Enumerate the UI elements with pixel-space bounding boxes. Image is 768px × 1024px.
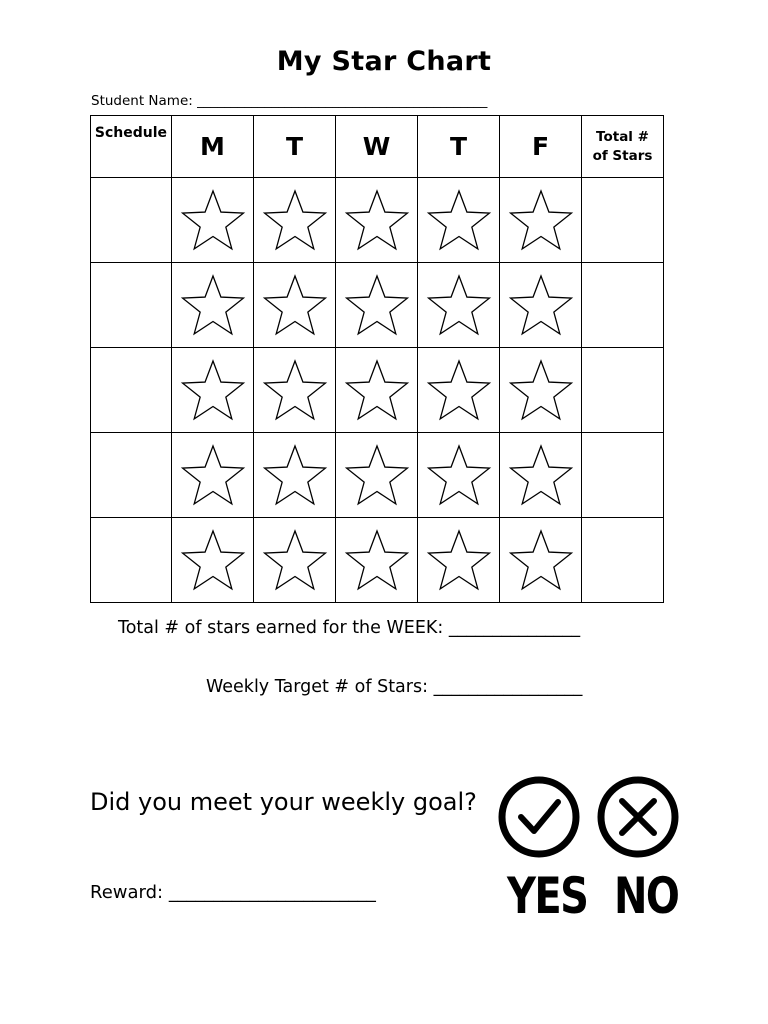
star-outline-icon[interactable] [508,442,574,508]
star-outline-icon[interactable] [262,357,328,423]
star-cell-wednesday[interactable] [336,263,418,348]
star-cell-thursday[interactable] [418,178,500,263]
reward-blank[interactable]: _______________________ [168,882,376,903]
star-cell-thursday[interactable] [418,433,500,518]
day-header-friday: F [500,116,582,178]
star-outline-icon[interactable] [344,442,410,508]
check-circle-icon[interactable] [497,773,581,861]
star-cell-wednesday[interactable] [336,518,418,603]
total-stars-cell[interactable] [582,518,664,603]
star-cell-friday[interactable] [500,178,582,263]
star-outline-icon[interactable] [508,357,574,423]
table-row [91,178,664,263]
star-chart-table [90,115,664,603]
table-row [91,348,664,433]
table-row [91,433,664,518]
star-outline-icon[interactable] [508,272,574,338]
day-header-thursday: T [418,116,500,178]
total-stars-cell[interactable] [582,178,664,263]
star-cell-wednesday[interactable] [336,178,418,263]
star-outline-icon[interactable] [344,357,410,423]
star-outline-icon[interactable] [508,187,574,253]
star-outline-icon[interactable] [426,187,492,253]
star-cell-friday[interactable] [500,433,582,518]
student-name-line [91,93,487,109]
total-stars-cell[interactable] [582,348,664,433]
star-cell-tuesday[interactable] [254,348,336,433]
star-cell-monday[interactable] [172,178,254,263]
star-cell-thursday[interactable] [418,348,500,433]
star-cell-tuesday[interactable] [254,518,336,603]
total-header-line2: of Stars [592,147,653,164]
schedule-cell[interactable] [91,433,172,518]
weekly-target-line [206,677,582,697]
star-cell-friday[interactable] [500,518,582,603]
week-total-blank[interactable]: _______________ [448,618,581,638]
star-cell-monday[interactable] [172,518,254,603]
day-header-wednesday: W [336,116,418,178]
star-outline-icon[interactable] [426,357,492,423]
week-total-line [118,618,580,638]
star-cell-monday[interactable] [172,348,254,433]
star-cell-tuesday[interactable] [254,433,336,518]
student-name-blank[interactable]: ___________________________________________ [197,93,488,109]
table-row [91,518,664,603]
page-title: My Star Chart [276,46,492,77]
student-name-label: Student Name: [91,93,193,109]
star-outline-icon[interactable] [344,272,410,338]
x-circle-icon[interactable] [596,773,680,861]
star-cell-wednesday[interactable] [336,433,418,518]
total-stars-cell[interactable] [582,263,664,348]
star-outline-icon[interactable] [262,272,328,338]
weekly-target-label: Weekly Target # of Stars: [206,677,428,697]
star-cell-thursday[interactable] [418,263,500,348]
schedule-cell[interactable] [91,518,172,603]
week-total-label: Total # of stars earned for the WEEK: [118,618,444,638]
star-outline-icon[interactable] [262,187,328,253]
reward-line [90,882,376,903]
star-outline-icon[interactable] [262,442,328,508]
star-outline-icon[interactable] [426,442,492,508]
yes-label[interactable]: YES [507,867,588,925]
table-header-row [91,116,664,178]
day-header-monday: M [172,116,254,178]
star-outline-icon[interactable] [180,357,246,423]
star-outline-icon[interactable] [180,187,246,253]
star-outline-icon[interactable] [180,442,246,508]
schedule-cell[interactable] [91,263,172,348]
star-cell-thursday[interactable] [418,518,500,603]
day-header-tuesday: T [254,116,336,178]
no-label[interactable]: NO [614,867,679,925]
total-stars-cell[interactable] [582,433,664,518]
star-outline-icon[interactable] [426,272,492,338]
schedule-header: Schedule [91,116,172,178]
star-outline-icon[interactable] [344,187,410,253]
star-outline-icon[interactable] [344,527,410,593]
star-cell-tuesday[interactable] [254,263,336,348]
star-cell-tuesday[interactable] [254,178,336,263]
table-row [91,263,664,348]
star-outline-icon[interactable] [262,527,328,593]
schedule-cell[interactable] [91,178,172,263]
star-cell-wednesday[interactable] [336,348,418,433]
star-cell-friday[interactable] [500,348,582,433]
total-stars-header [582,116,664,178]
star-cell-monday[interactable] [172,263,254,348]
weekly-target-blank[interactable]: _________________ [433,677,583,697]
star-cell-friday[interactable] [500,263,582,348]
total-header-line1: Total # [596,128,649,145]
reward-label: Reward: [90,882,164,903]
schedule-cell[interactable] [91,348,172,433]
goal-question: Did you meet your weekly goal? [90,788,477,816]
star-outline-icon[interactable] [180,527,246,593]
star-outline-icon[interactable] [508,527,574,593]
star-cell-monday[interactable] [172,433,254,518]
star-outline-icon[interactable] [180,272,246,338]
star-outline-icon[interactable] [426,527,492,593]
